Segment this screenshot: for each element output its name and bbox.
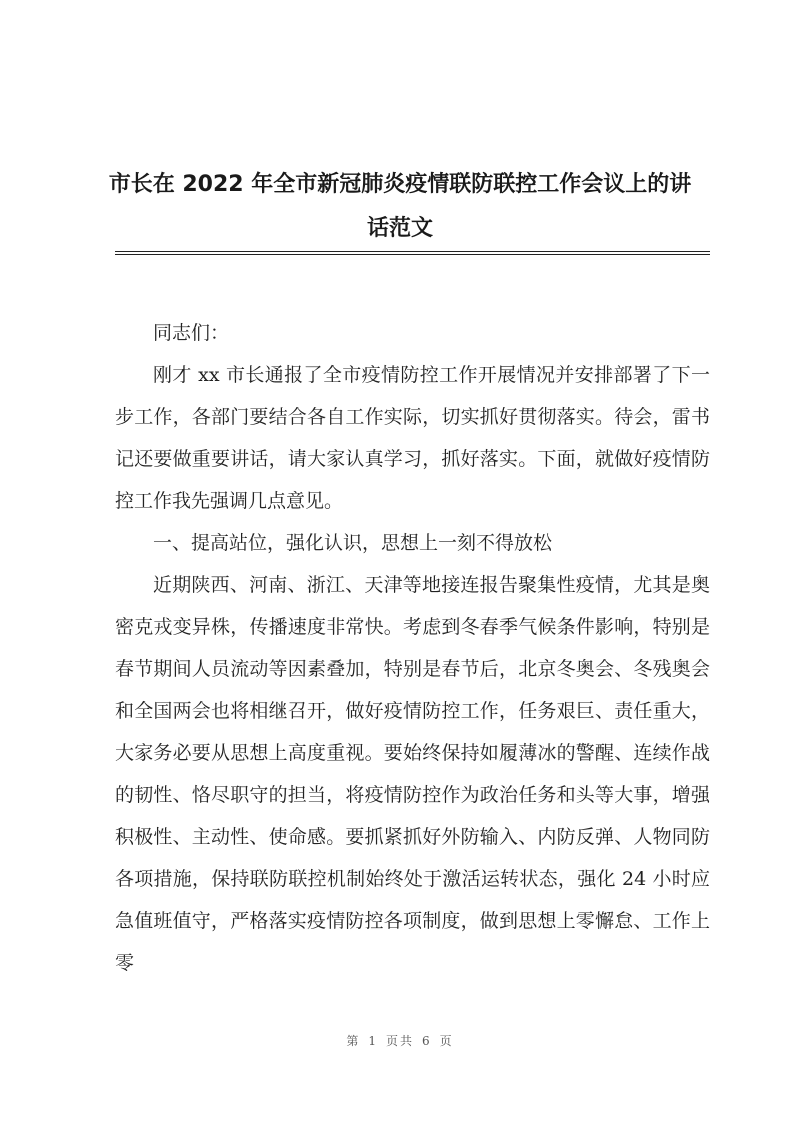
salutation: 同志们： [153, 322, 230, 344]
document-body [115, 312, 710, 984]
page-total: 6 [422, 1034, 432, 1048]
page-footer [0, 1032, 800, 1049]
page-label-prefix: 第 [346, 1034, 361, 1048]
title-divider [115, 251, 710, 255]
body-paragraph: 刚才 xx 市长通报了全市疫情防控工作开展情况并安排部署了下一步工作，各部门要结合各自工作实际，切实抓好贯彻落实。待会，雷书记还要做重要讲话，请大家认真学习，抓好落实。下面，就做好疫情防控工作我先强调几点意见。 [115, 364, 710, 512]
body-paragraph: 近期陕西、河南、浙江、天津等地接连报告聚集性疫情，尤其是奥密克戎变异株，传播速度非常快。考虑到冬春季气候条件影响，特别是春节期间人员流动等因素叠加，特别是春节后，北京冬奥会、冬残奥会和全国两会也将相继召开，做好疫情防控工作，任务艰巨、责任重大，大家务必要从思想上高度重视。要始终保持如履薄冰的警醒、连续作战的韧性、恪尽职守的担当，将疫情防控作为政治任务和头等大事，增强积极性、主动性、使命感。要抓紧抓好外防输入、内防反弹、人物同防各项措施，保持联防联控机制始终处于激活运转状态，强化 24 小时应急值班值守，严格落实疫情防控各项制度，做到思想上零懈怠、工作上零 [115, 574, 710, 974]
page-label-middle: 页共 [385, 1034, 414, 1048]
page-number: 1 [368, 1034, 378, 1048]
section-heading: 一、提高站位，强化认识，思想上一刻不得放松 [153, 532, 553, 554]
page-label-suffix: 页 [439, 1034, 454, 1048]
document-title: 市长在 2022 年全市新冠肺炎疫情联防联控工作会议上的讲话范文 [108, 172, 692, 241]
